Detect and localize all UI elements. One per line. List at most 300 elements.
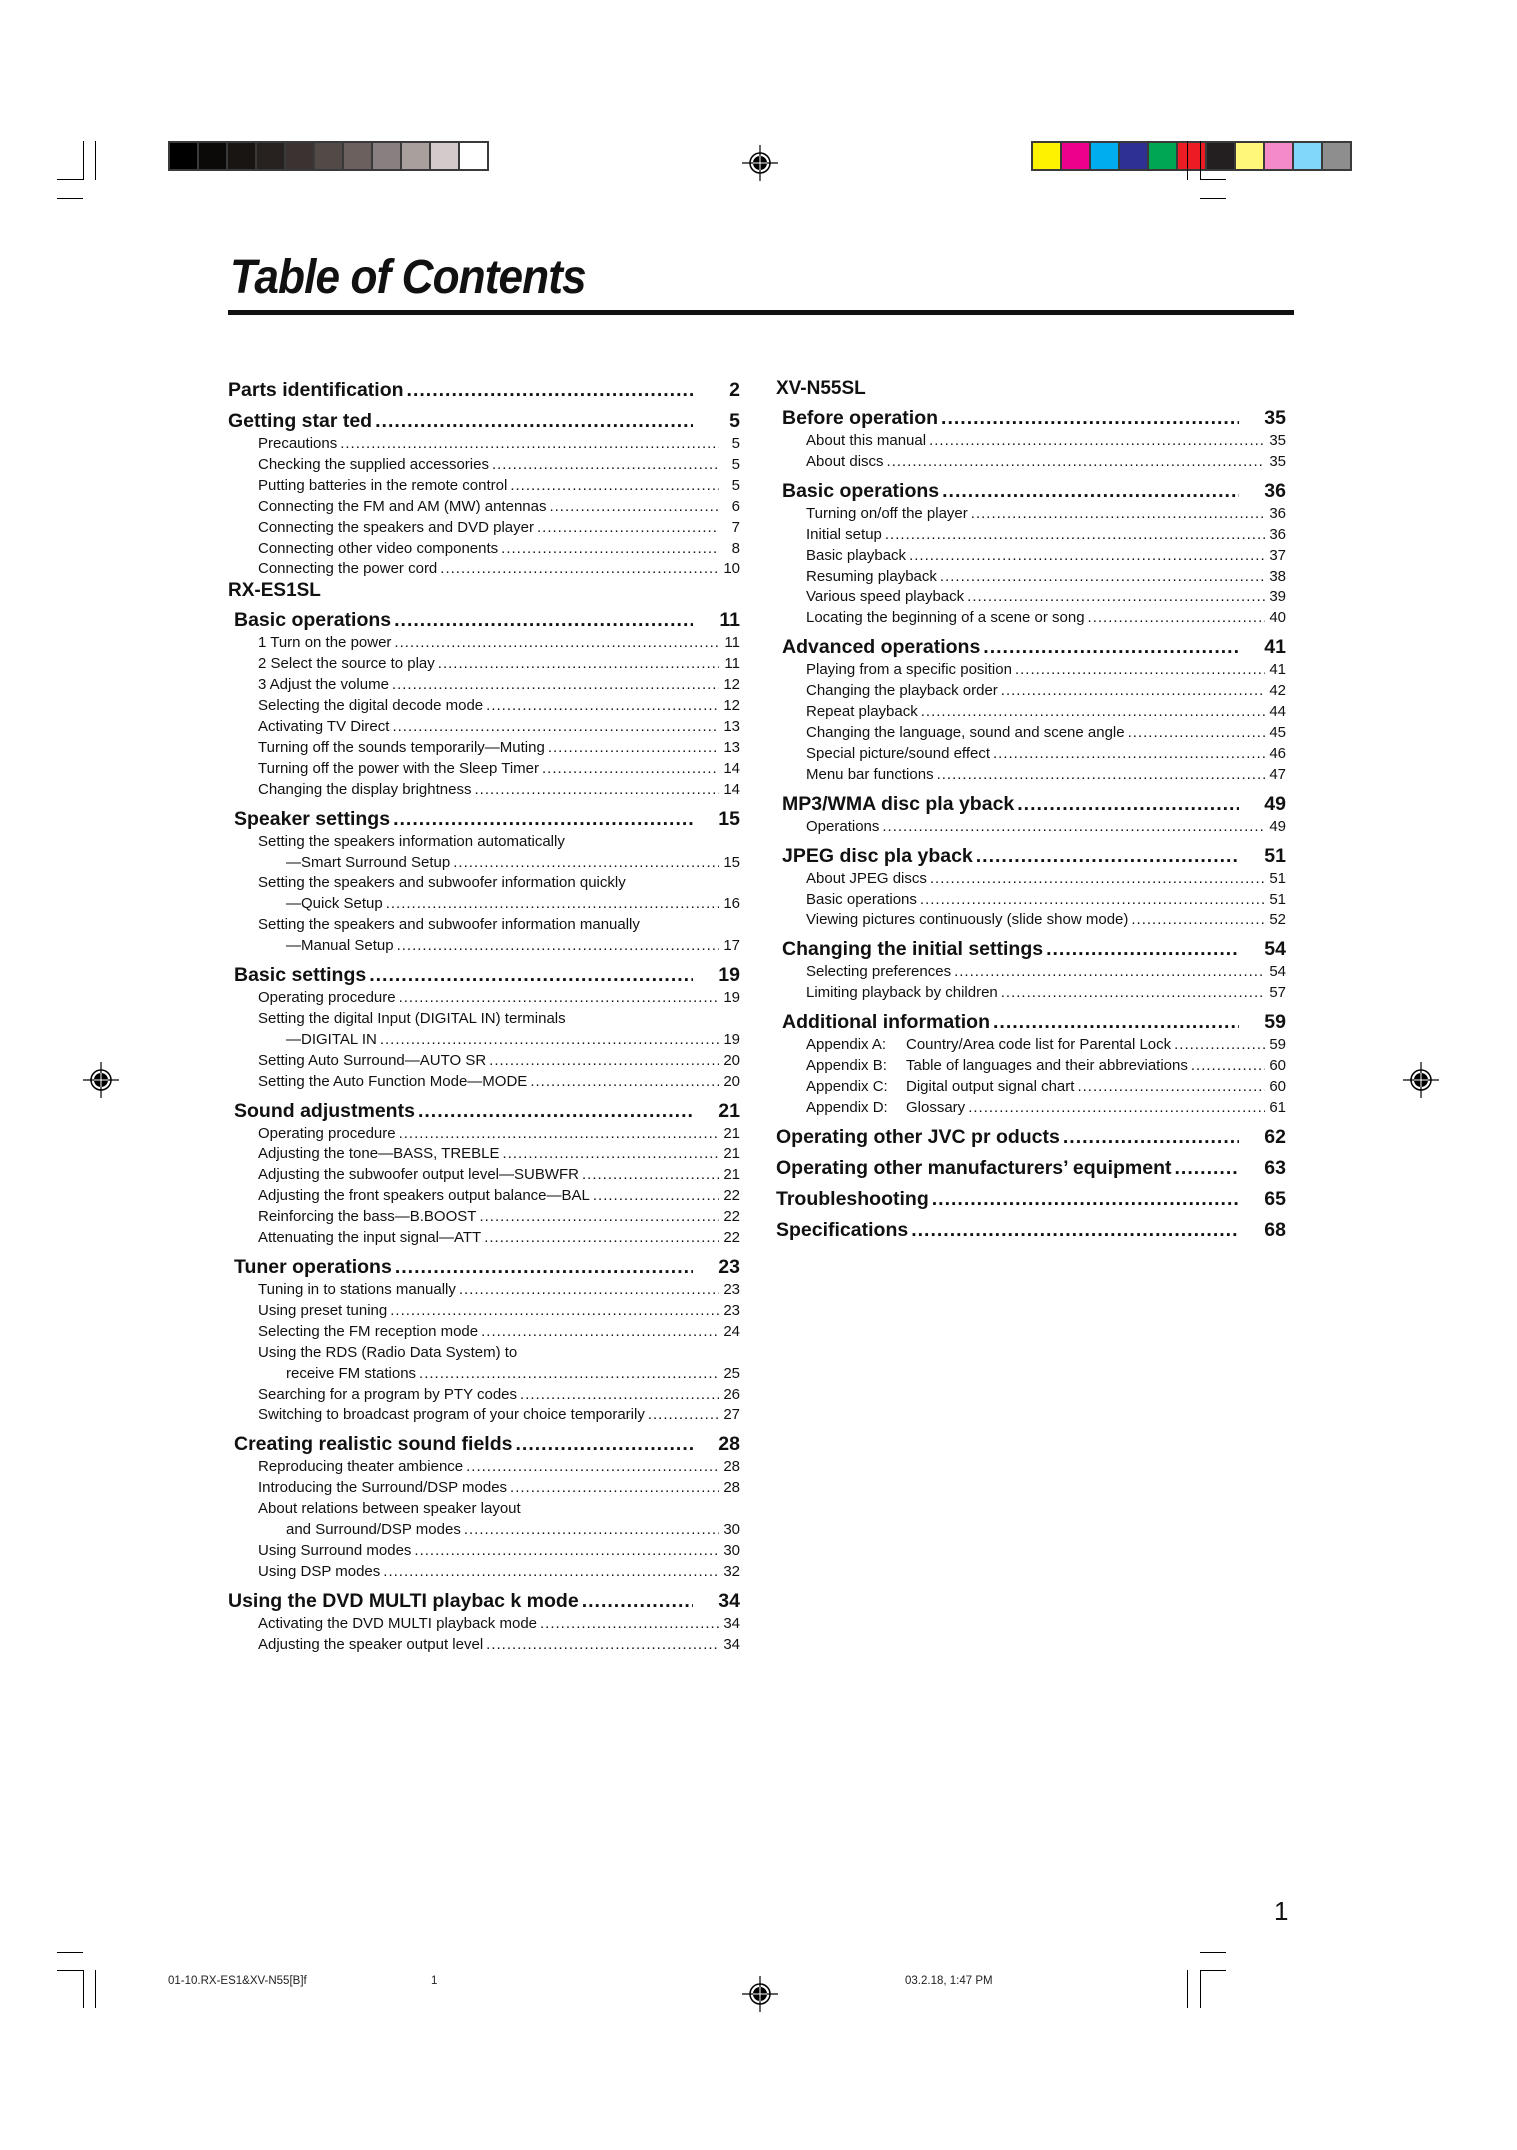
dot-leader (1191, 1056, 1265, 1077)
toc-subentry[interactable] (228, 1478, 740, 1499)
dot-leader (1001, 681, 1265, 702)
toc-subentry[interactable] (776, 962, 1286, 983)
dot-leader (440, 559, 719, 580)
entry-label: Before operation (782, 407, 939, 429)
toc-subentry[interactable] (228, 518, 740, 539)
dot-leader (549, 497, 719, 518)
entry-label: Putting batteries in the remote control (258, 476, 508, 494)
entry-page-number: 37 (1269, 546, 1286, 564)
toc-section-heading[interactable] (228, 963, 740, 988)
dot-leader (1174, 1035, 1265, 1056)
dot-leader (887, 452, 1265, 473)
toc-subentry[interactable] (228, 1301, 740, 1322)
toc-subentry[interactable] (228, 539, 740, 560)
toc-section-heading[interactable] (776, 635, 1286, 660)
toc-subentry-continuation[interactable] (228, 894, 740, 915)
dot-leader (1088, 608, 1265, 629)
toc-subentry[interactable] (776, 1056, 1286, 1077)
entry-label: Checking the supplied accessories (258, 455, 489, 473)
dot-leader (967, 587, 1265, 608)
calibration-swatch (1207, 143, 1234, 169)
toc-section-heading[interactable] (228, 807, 740, 832)
dot-leader (383, 1562, 719, 1583)
entry-label: Troubleshooting (776, 1187, 929, 1210)
crop-mark (57, 198, 83, 199)
entry-label: receive FM stations (286, 1364, 417, 1382)
toc-subentry[interactable] (228, 1124, 740, 1145)
dot-leader (1174, 1156, 1239, 1181)
dot-leader (582, 1165, 719, 1186)
entry-label: Viewing pictures continuously (slide show mode) (806, 911, 1129, 929)
crop-mark (57, 1952, 83, 1953)
entry-page-number: 22 (723, 1208, 740, 1226)
entry-label: Introducing the Surround/DSP modes (258, 1479, 508, 1497)
toc-subentry-continuation[interactable] (228, 853, 740, 874)
entry-page-number: 28 (718, 1433, 740, 1456)
dot-leader (1046, 937, 1239, 962)
toc-subentry[interactable] (776, 702, 1286, 723)
entry-label: Attenuating the input signal—ATT (258, 1229, 482, 1247)
dot-leader (484, 1228, 719, 1249)
entry-page-number: 6 (731, 497, 740, 515)
dot-leader (1015, 660, 1265, 681)
toc-subentry[interactable] (776, 567, 1286, 588)
toc-section-heading[interactable] (776, 1156, 1286, 1181)
entry-page-number: 20 (723, 1072, 740, 1090)
entry-page-number: 40 (1269, 609, 1286, 627)
entry-label: Adjusting the subwoofer output level—SUBWFR (258, 1166, 579, 1184)
dot-leader (941, 406, 1239, 431)
dot-leader (593, 1186, 719, 1207)
entry-page-number: 51 (1269, 890, 1286, 908)
entry-page-number: 23 (723, 1301, 740, 1319)
toc-subentry[interactable] (228, 476, 740, 497)
toc-section-heading[interactable] (776, 406, 1286, 431)
dot-leader (885, 525, 1265, 546)
entry-page-number: 24 (723, 1322, 740, 1340)
entry-page-number: 19 (723, 1030, 740, 1048)
registration-mark-icon (1403, 1062, 1439, 1098)
entry-page-number: 63 (1264, 1156, 1286, 1179)
crop-mark (83, 141, 84, 180)
toc-subentry[interactable] (776, 1035, 1286, 1056)
entry-label: Turning off the sounds temporarily—Muting (258, 738, 545, 756)
entry-label: Changing the language, sound and scene angle (806, 723, 1125, 741)
calibration-swatch (460, 143, 487, 169)
dot-leader (971, 504, 1265, 525)
calibration-swatch (257, 143, 284, 169)
crop-mark (1200, 1952, 1226, 1953)
entry-page-number: 14 (723, 780, 740, 798)
entry-page-number: 23 (718, 1256, 740, 1278)
toc-subentry[interactable] (228, 1614, 740, 1635)
entry-label: Basic playback (806, 546, 907, 564)
toc-subentry[interactable] (228, 873, 740, 894)
entry-label: Using preset tuning (258, 1301, 388, 1319)
entry-label: About discs (806, 452, 884, 470)
entry-label: 1 Turn on the power (258, 634, 392, 652)
entry-page-number: 36 (1264, 479, 1286, 502)
dot-leader (399, 988, 719, 1009)
calibration-swatch (344, 143, 371, 169)
dot-leader (968, 1098, 1265, 1119)
toc-section-heading[interactable] (228, 409, 740, 434)
toc-subentry[interactable] (228, 1228, 740, 1249)
calibration-swatch (1236, 143, 1263, 169)
toc-subentry[interactable] (228, 1009, 740, 1030)
entry-page-number: 22 (723, 1187, 740, 1205)
entry-label: Precautions (258, 435, 338, 452)
dot-leader (392, 675, 719, 696)
entry-page-number: 68 (1264, 1218, 1286, 1241)
entry-label: Operating other manufacturers’ equipment (776, 1156, 1172, 1179)
entry-label: Adjusting the speaker output level (258, 1635, 484, 1653)
calibration-swatch (1120, 143, 1147, 169)
entry-label: Operations (806, 817, 880, 835)
dot-leader (419, 1364, 719, 1385)
toc-subentry[interactable] (228, 1207, 740, 1228)
toc-subentry[interactable] (228, 434, 740, 455)
appendix-prefix: Appendix C: (806, 1077, 888, 1095)
toc-left-column (228, 378, 740, 1656)
entry-label: Changing the playback order (806, 682, 998, 700)
entry-label: Country/Area code list for Parental Lock (906, 1036, 1172, 1054)
entry-page-number: 12 (723, 697, 740, 715)
entry-label: Operating procedure (258, 1124, 396, 1142)
entry-page-number: 34 (723, 1635, 740, 1653)
registration-mark-icon (83, 1062, 119, 1098)
entry-label: Basic operations (806, 890, 917, 908)
entry-page-number: 20 (723, 1051, 740, 1069)
entry-page-number: 5 (731, 455, 740, 473)
toc-section-heading[interactable] (776, 479, 1286, 504)
title-rule (228, 310, 1294, 315)
entry-label: Using the RDS (Radio Data System) to (258, 1343, 518, 1361)
toc-subentry[interactable] (228, 1562, 740, 1583)
entry-page-number: 61 (1269, 1098, 1286, 1116)
entry-label: Tuner operations (234, 1256, 392, 1278)
entry-label: Menu bar functions (806, 765, 934, 783)
entry-page-number: 15 (723, 853, 740, 871)
toc-subentry-continuation[interactable] (228, 1364, 740, 1385)
dot-leader (474, 780, 719, 801)
entry-label: Changing the initial settings (782, 938, 1044, 961)
toc-section-heading[interactable] (228, 378, 740, 403)
entry-label: Using the DVD MULTI playbac k mode (228, 1589, 579, 1612)
entry-page-number: 26 (723, 1385, 740, 1403)
dot-leader (501, 539, 719, 560)
appendix-prefix: Appendix A: (806, 1036, 887, 1054)
toc-subentry[interactable] (776, 452, 1286, 473)
entry-label: Locating the beginning of a scene or song (806, 609, 1085, 627)
calibration-swatch (1149, 143, 1176, 169)
entry-page-number: 38 (1269, 567, 1286, 585)
dot-leader (882, 817, 1265, 838)
calibration-swatch (315, 143, 342, 169)
footer-timestamp: 03.2.18, 1:47 PM (905, 1975, 993, 1987)
dot-leader (510, 1478, 719, 1499)
toc-subentry[interactable] (228, 633, 740, 654)
toc-section-heading[interactable] (776, 792, 1286, 817)
entry-label: Tuning in to stations manually (258, 1281, 456, 1298)
entry-label: Switching to broadcast program of your choice temporarily (258, 1406, 645, 1424)
toc-subentry[interactable] (776, 546, 1286, 567)
entry-page-number: 7 (731, 518, 740, 536)
toc-subentry[interactable] (228, 1186, 740, 1207)
toc-subentry[interactable] (228, 1499, 740, 1520)
crop-mark (95, 141, 96, 180)
entry-page-number: 65 (1264, 1187, 1286, 1210)
dot-leader (930, 869, 1265, 890)
entry-label: Using Surround modes (258, 1541, 412, 1559)
model-heading: RX-ES1SL (228, 580, 321, 602)
toc-subentry[interactable] (776, 744, 1286, 765)
entry-page-number: 49 (1269, 817, 1286, 835)
dot-leader (464, 1520, 719, 1541)
toc-subentry[interactable] (228, 717, 740, 738)
entry-label: Additional information (782, 1011, 990, 1034)
entry-page-number: 42 (1269, 682, 1286, 700)
dot-leader (394, 633, 719, 654)
entry-label: Digital output signal chart (906, 1077, 1075, 1095)
dot-leader (390, 1301, 719, 1322)
dot-leader (392, 717, 719, 738)
toc-section-heading[interactable] (228, 1099, 740, 1124)
dot-leader (466, 1457, 719, 1478)
dot-leader (1128, 723, 1265, 744)
dot-leader (407, 378, 693, 403)
dot-leader (1017, 792, 1239, 817)
dot-leader (459, 1280, 719, 1301)
entry-label: and Surround/DSP modes (286, 1521, 461, 1539)
appendix-prefix: Appendix D: (806, 1098, 888, 1116)
entry-label: Connecting the power cord (258, 560, 438, 578)
dot-leader (921, 702, 1265, 723)
entry-page-number: 11 (724, 634, 740, 652)
crop-mark (1187, 1970, 1188, 2008)
toc-subentry[interactable] (228, 1635, 740, 1656)
calibration-swatch (1323, 143, 1350, 169)
calibration-swatch (1294, 143, 1321, 169)
entry-label: Advanced operations (782, 636, 981, 659)
toc-subentry[interactable] (776, 608, 1286, 629)
toc-subentry-continuation[interactable] (228, 1030, 740, 1051)
calibration-swatch (431, 143, 458, 169)
dot-leader (1063, 1125, 1239, 1150)
toc-subentry[interactable] (228, 1405, 740, 1426)
toc-subentry[interactable] (228, 1457, 740, 1478)
toc-section-heading[interactable] (776, 844, 1286, 869)
toc-subentry[interactable] (776, 1077, 1286, 1098)
entry-label: Playing from a specific position (806, 661, 1012, 679)
dot-leader (503, 1144, 719, 1165)
dot-leader (954, 962, 1265, 983)
entry-label: 3 Adjust the volume (258, 676, 389, 694)
calibration-swatch (1265, 143, 1292, 169)
crop-mark (1187, 141, 1188, 180)
toc-subentry[interactable] (776, 1098, 1286, 1119)
dot-leader (937, 765, 1265, 786)
entry-page-number: 12 (723, 676, 740, 694)
entry-page-number: 2 (729, 379, 740, 401)
entry-label: Setting Auto Surround—AUTO SR (258, 1051, 487, 1069)
dot-leader (540, 1614, 719, 1635)
toc-section-heading[interactable] (228, 1432, 740, 1457)
entry-page-number: 36 (1269, 504, 1286, 522)
entry-label: Connecting the FM and AM (MW) antennas (258, 497, 547, 515)
toc-subentry[interactable] (228, 738, 740, 759)
entry-page-number: 35 (1269, 452, 1286, 470)
toc-subentry[interactable] (776, 817, 1286, 838)
toc-subentry[interactable] (776, 681, 1286, 702)
toc-subentry[interactable] (776, 890, 1286, 911)
toc-subentry-continuation[interactable] (228, 1520, 740, 1541)
toc-subentry[interactable] (228, 1280, 740, 1301)
toc-subentry[interactable] (776, 587, 1286, 608)
toc-subentry[interactable] (228, 1343, 740, 1364)
entry-page-number: 47 (1269, 765, 1286, 783)
toc-subentry[interactable] (228, 675, 740, 696)
toc-section-heading[interactable] (776, 1187, 1286, 1212)
entry-label: Speaker settings (234, 807, 391, 830)
entry-page-number: 57 (1269, 984, 1286, 1002)
dot-leader (453, 853, 719, 874)
dot-leader (380, 1030, 719, 1051)
crop-mark (57, 1970, 83, 1971)
entry-label: —Smart Surround Setup (286, 853, 451, 871)
toc-subentry[interactable] (228, 759, 740, 780)
entry-page-number: 11 (719, 609, 740, 632)
toc-subentry[interactable] (776, 504, 1286, 525)
entry-page-number: 51 (1269, 869, 1286, 887)
toc-subentry[interactable] (776, 525, 1286, 546)
entry-page-number: 30 (723, 1521, 740, 1539)
entry-page-number: 35 (1264, 407, 1286, 429)
toc-subentry[interactable] (228, 696, 740, 717)
entry-page-number: 23 (723, 1281, 740, 1298)
calibration-swatch (1062, 143, 1089, 169)
entry-page-number: 5 (731, 476, 740, 494)
dot-leader (510, 476, 719, 497)
entry-page-number: 13 (723, 717, 740, 735)
toc-section-heading[interactable] (228, 1255, 740, 1280)
dot-leader (993, 1010, 1239, 1035)
dot-leader (399, 1124, 719, 1145)
toc-section-heading[interactable] (776, 1010, 1286, 1035)
entry-page-number: 54 (1264, 938, 1286, 961)
toc-subentry-continuation[interactable] (228, 936, 740, 957)
entry-label: —Quick Setup (286, 895, 383, 913)
toc-subentry[interactable] (228, 1144, 740, 1165)
toc-subentry[interactable] (776, 983, 1286, 1004)
entry-page-number: 39 (1269, 588, 1286, 606)
toc-subentry[interactable] (776, 869, 1286, 890)
dot-leader (932, 1187, 1239, 1212)
toc-section-heading[interactable] (776, 937, 1286, 962)
footer-file-slug: 01-10.RX-ES1&XV-N55[B]f (168, 1975, 307, 1987)
entry-page-number: 15 (718, 807, 740, 830)
entry-label: Selecting preferences (806, 963, 952, 981)
entry-page-number: 21 (723, 1124, 740, 1142)
dot-leader (515, 1432, 693, 1457)
entry-label: Connecting other video components (258, 539, 499, 557)
entry-label: Basic settings (234, 964, 367, 987)
toc-section-heading[interactable] (228, 608, 740, 633)
toc-subentry[interactable] (228, 1072, 740, 1093)
entry-page-number: 41 (1269, 661, 1286, 679)
toc-subentry[interactable] (228, 915, 740, 936)
entry-page-number: 22 (723, 1229, 740, 1247)
page-title: Table of Contents (230, 251, 586, 304)
entry-page-number: 28 (723, 1458, 740, 1476)
entry-page-number: 32 (723, 1562, 740, 1580)
dot-leader (418, 1099, 693, 1124)
calibration-swatch (402, 143, 429, 169)
dot-leader (489, 1051, 719, 1072)
entry-page-number: 62 (1264, 1125, 1286, 1148)
dot-leader (942, 479, 1239, 504)
dot-leader (648, 1405, 719, 1426)
toc-subentry[interactable] (228, 654, 740, 675)
entry-page-number: 34 (718, 1589, 740, 1612)
entry-page-number: 8 (731, 539, 740, 557)
dot-leader (542, 759, 719, 780)
entry-page-number: 44 (1269, 703, 1286, 721)
toc-subentry[interactable] (776, 660, 1286, 681)
dot-leader (481, 1322, 719, 1343)
toc-subentry[interactable] (228, 1385, 740, 1406)
entry-page-number: 13 (723, 738, 740, 756)
footer-slug-page: 1 (431, 1975, 438, 1987)
entry-label: About this manual (806, 432, 927, 449)
dot-leader (1001, 983, 1265, 1004)
toc-section-heading[interactable] (776, 1125, 1286, 1150)
toc-subentry[interactable] (228, 497, 740, 518)
entry-page-number: 21 (718, 1099, 740, 1122)
toc-subentry[interactable] (228, 455, 740, 476)
toc-section-heading[interactable] (776, 1218, 1286, 1243)
entry-label: Adjusting the front speakers output balance—BAL (258, 1187, 590, 1205)
toc-subentry[interactable] (776, 765, 1286, 786)
toc-section-heading[interactable] (228, 1589, 740, 1614)
toc-subentry[interactable] (228, 780, 740, 801)
entry-label: Setting the speakers and subwoofer information quickly (258, 874, 626, 892)
entry-page-number: 10 (723, 560, 740, 578)
color-calibration-bar (1031, 141, 1352, 171)
entry-label: Selecting the digital decode mode (258, 697, 484, 715)
dot-leader (548, 738, 719, 759)
toc-subentry[interactable] (776, 910, 1286, 931)
model-heading: XV-N55SL (776, 378, 866, 399)
calibration-swatch (170, 143, 197, 169)
dot-leader (340, 434, 719, 455)
dot-leader (375, 409, 693, 434)
entry-page-number: 21 (723, 1166, 740, 1184)
entry-page-number: 59 (1264, 1011, 1286, 1034)
toc-subentry[interactable] (228, 559, 740, 580)
dot-leader (369, 963, 693, 988)
entry-label: Activating the DVD MULTI playback mode (258, 1614, 538, 1632)
toc-subentry[interactable] (228, 1541, 740, 1562)
toc-subentry[interactable] (776, 431, 1286, 452)
toc-subentry[interactable] (228, 988, 740, 1009)
toc-subentry[interactable] (776, 723, 1286, 744)
entry-label: Setting the Auto Function Mode—MODE (258, 1072, 528, 1090)
toc-subentry[interactable] (228, 1165, 740, 1186)
toc-subentry[interactable] (228, 1322, 740, 1343)
toc-subentry[interactable] (228, 1051, 740, 1072)
toc-subentry[interactable] (228, 832, 740, 853)
